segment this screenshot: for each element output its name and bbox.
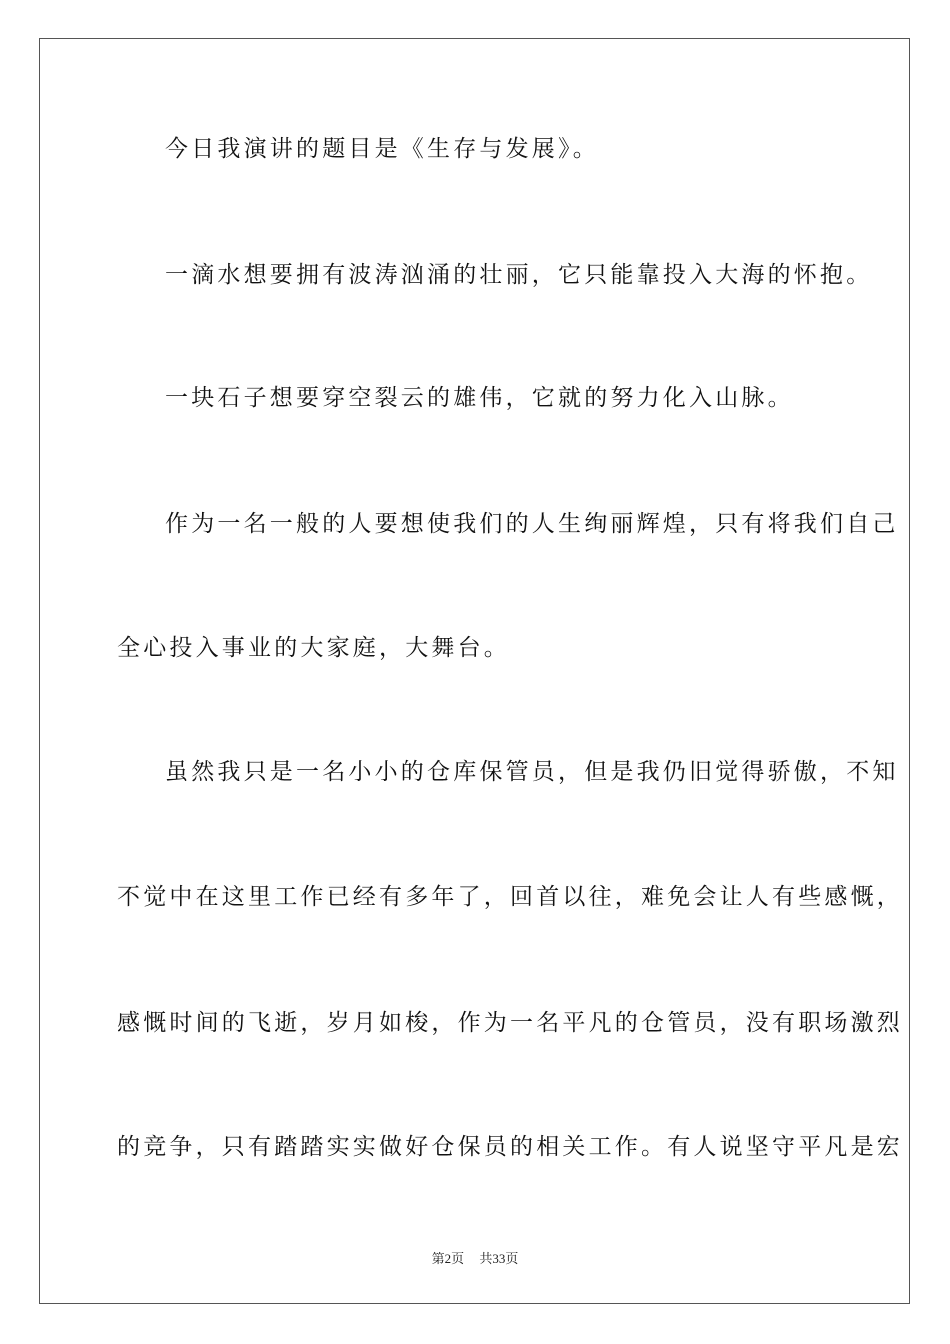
paragraph-line: 感慨时间的飞逝，岁月如梭，作为一名平凡的仓管员，没有职场激烈 [117, 1010, 903, 1036]
paragraph-line: 今日我演讲的题目是《生存与发展》。 [165, 136, 599, 162]
paragraph-line: 的竞争，只有踏踏实实做好仓保员的相关工作。有人说坚守平凡是宏 [117, 1134, 903, 1160]
paragraph-line: 一滴水想要拥有波涛汹涌的壮丽，它只能靠投入大海的怀抱。 [165, 262, 873, 288]
page-border [39, 38, 910, 1304]
page-total: 共33页 [479, 1251, 519, 1266]
paragraph-line: 作为一名一般的人要想使我们的人生绚丽辉煌，只有将我们自己 [165, 511, 899, 537]
paragraph-line: 一块石子想要穿空裂云的雄伟，它就的努力化入山脉。 [165, 385, 794, 411]
page-footer [0, 1248, 950, 1267]
paragraph-line: 全心投入事业的大家庭，大舞台。 [117, 635, 510, 661]
paragraph-line: 不觉中在这里工作已经有多年了，回首以往，难免会让人有些感慨， [117, 884, 903, 910]
paragraph-line: 虽然我只是一名小小的仓库保管员，但是我仍旧觉得骄傲，不知 [165, 759, 899, 785]
page-number: 第2页 [431, 1251, 465, 1266]
